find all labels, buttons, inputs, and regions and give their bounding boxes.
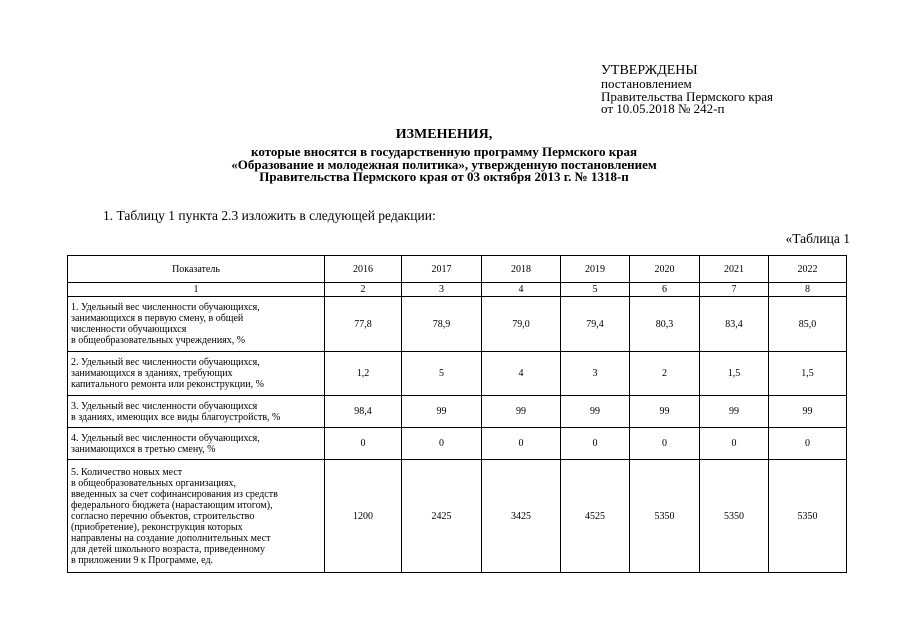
table-row <box>68 460 847 573</box>
label-line: 3. Удельный вес численности обучающихся <box>71 400 258 412</box>
approval-stamp <box>601 64 773 116</box>
label-line: занимающихся в зданиях, требующих <box>71 368 233 379</box>
cell-value: 79,4 <box>561 297 630 352</box>
table-row <box>68 396 847 428</box>
approval-line: от 10.05.2018 № 242-п <box>601 101 725 116</box>
title-main: ИЗМЕНЕНИЯ, <box>395 127 493 142</box>
column-number: 4 <box>482 283 561 297</box>
title-line: Правительства Пермского края от 03 октября 2013 г. № 1318-п <box>259 169 629 184</box>
label-line: 4. Удельный вес численности обучающихся, <box>71 432 260 444</box>
cell-value: 99 <box>769 396 847 428</box>
cell-value: 5350 <box>769 460 847 573</box>
title-line: «Образование и молодежная политика», утвержденную постановлением <box>231 156 657 172</box>
column-header: 2021 <box>700 256 769 283</box>
label-line: (приобретение), реконструкция которых <box>71 521 243 533</box>
column-number-row <box>68 283 847 297</box>
label-line: введенных за счет софинансирования из средств <box>71 488 278 500</box>
cell-value: 0 <box>630 428 700 460</box>
table-row <box>68 297 847 352</box>
approval-head: УТВЕРЖДЕНЫ <box>601 63 698 78</box>
column-header: 2016 <box>325 256 402 283</box>
cell-value: 99 <box>630 396 700 428</box>
table-row <box>68 428 847 460</box>
cell-value: 5350 <box>630 460 700 573</box>
column-header: 2018 <box>482 256 561 283</box>
column-number: 6 <box>630 283 700 297</box>
row-label <box>68 352 325 396</box>
cell-value: 0 <box>561 428 630 460</box>
cell-value: 83,4 <box>700 297 769 352</box>
column-number: 2 <box>325 283 402 297</box>
label-line: согласно перечню объектов, строительство <box>71 510 255 522</box>
table-row <box>68 352 847 396</box>
cell-value: 1,5 <box>700 352 769 396</box>
label-line: численности обучающихся <box>71 324 187 335</box>
label-line: занимающихся в первую смену, в общей <box>71 313 244 324</box>
column-header: Показатель <box>68 256 325 283</box>
approval-line: постановлением <box>601 76 692 91</box>
label-line: направлены на создание дополнительных мест <box>71 532 271 544</box>
cell-value: 1200 <box>325 460 402 573</box>
cell-value: 3 <box>561 352 630 396</box>
approval-line: Правительства Пермского края <box>601 88 773 104</box>
column-number: 7 <box>700 283 769 297</box>
cell-value: 78,9 <box>402 297 482 352</box>
column-header: 2022 <box>769 256 847 283</box>
table-label: «Таблица 1 <box>785 231 850 246</box>
cell-value: 0 <box>482 428 561 460</box>
cell-value: 99 <box>700 396 769 428</box>
row-label <box>68 396 325 428</box>
column-number: 1 <box>68 283 325 297</box>
column-header: 2020 <box>630 256 700 283</box>
label-line: в зданиях, имеющих все виды благоустройств, % <box>71 411 281 423</box>
label-line: в приложении 9 к Программе, ед. <box>71 554 214 566</box>
label-line: в общеобразовательных организациях, <box>71 477 236 489</box>
cell-value: 99 <box>561 396 630 428</box>
cell-value: 4525 <box>561 460 630 573</box>
row-label <box>68 428 325 460</box>
column-header: 2019 <box>561 256 630 283</box>
document-title <box>160 127 728 184</box>
table-header-row <box>68 256 847 283</box>
column-header: 2017 <box>402 256 482 283</box>
indicators-table <box>67 255 847 573</box>
cell-value: 1,5 <box>769 352 847 396</box>
label-line: капитального ремонта или реконструкции, % <box>71 379 264 390</box>
cell-value: 0 <box>700 428 769 460</box>
column-number: 3 <box>402 283 482 297</box>
column-number: 5 <box>561 283 630 297</box>
intro-paragraph: 1. Таблицу 1 пункта 2.3 изложить в следующей редакции: <box>103 208 436 223</box>
cell-value: 1,2 <box>325 352 402 396</box>
column-number: 8 <box>769 283 847 297</box>
cell-value: 85,0 <box>769 297 847 352</box>
label-line: 1. Удельный вес численности обучающихся, <box>71 302 260 313</box>
cell-value: 98,4 <box>325 396 402 428</box>
label-line: для детей школьного возраста, приведенному <box>71 543 265 555</box>
row-label <box>68 297 325 352</box>
row-label <box>68 460 325 573</box>
cell-value: 5 <box>402 352 482 396</box>
label-line: федерального бюджета (нарастающим итогом), <box>71 499 273 511</box>
cell-value: 77,8 <box>325 297 402 352</box>
cell-value: 0 <box>402 428 482 460</box>
label-line: 2. Удельный вес численности обучающихся, <box>71 357 260 368</box>
cell-value: 0 <box>769 428 847 460</box>
label-line: 5. Количество новых мест <box>71 466 183 478</box>
cell-value: 2 <box>630 352 700 396</box>
label-line: занимающихся в третью смену, % <box>71 443 216 455</box>
cell-value: 79,0 <box>482 297 561 352</box>
cell-value: 99 <box>482 396 561 428</box>
title-line: которые вносятся в государственную программу Пермского края <box>251 144 637 159</box>
label-line: в общеобразовательных учреждениях, % <box>71 335 246 346</box>
cell-value: 2425 <box>402 460 482 573</box>
cell-value: 0 <box>325 428 402 460</box>
cell-value: 3425 <box>482 460 561 573</box>
cell-value: 5350 <box>700 460 769 573</box>
cell-value: 99 <box>402 396 482 428</box>
cell-value: 80,3 <box>630 297 700 352</box>
cell-value: 4 <box>482 352 561 396</box>
